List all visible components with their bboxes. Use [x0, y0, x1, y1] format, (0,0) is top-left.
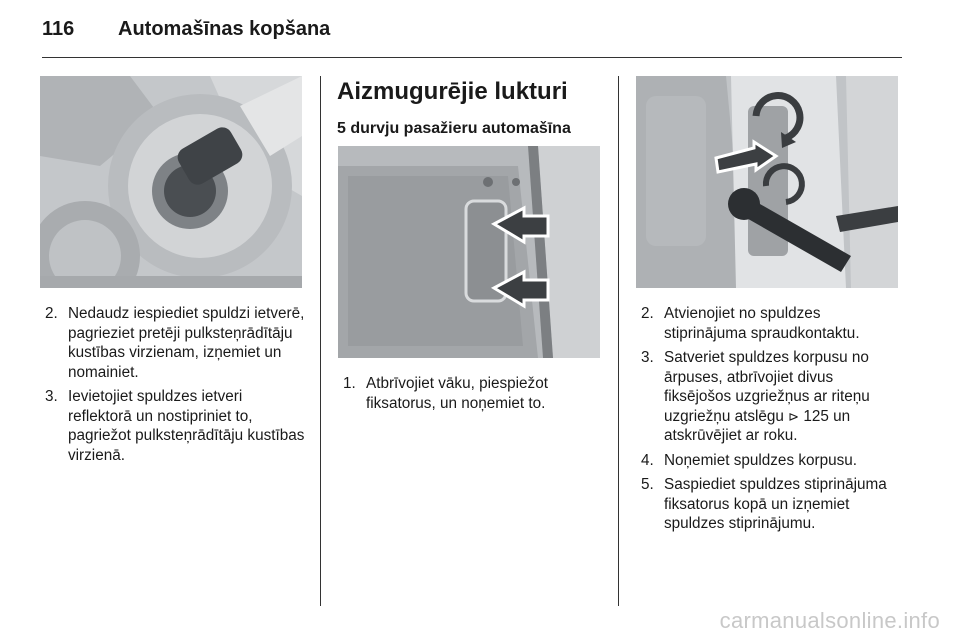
column-divider-right [618, 76, 619, 606]
step-text: Atvienojiet no spuldzes stiprinājuma spraudkontaktu. [664, 305, 860, 342]
section-subheading: 5 durvju pasažieru automašīna [337, 120, 571, 137]
list-item [638, 451, 902, 471]
column-divider-left [320, 76, 321, 606]
bulb-socket-illustration [40, 76, 302, 288]
step-text-continued: un atskrūvējiet ar roku. [664, 407, 851, 444]
section-heading: Aizmugurējie lukturi [337, 78, 568, 105]
header-rule [42, 57, 902, 58]
step-number: 3. [641, 349, 654, 366]
page-reference-link[interactable]: 125 [803, 407, 829, 425]
page-number: 116 [42, 18, 75, 40]
left-steps-list [42, 304, 308, 470]
list-item [340, 374, 610, 413]
step-text: Noņemiet spuldzes korpusu. [664, 451, 858, 469]
arrow-ref-icon: ⊳ [788, 408, 800, 424]
step-number: 3. [45, 388, 58, 405]
list-item [638, 304, 902, 343]
page-header [42, 18, 330, 41]
bulb-housing-illustration [636, 76, 898, 288]
step-text: Saspiediet spuldzes stiprinājuma fiksatorus kopā un izņemiet spuldzes stiprinājumu. [664, 476, 887, 532]
step-number: 1. [343, 375, 356, 392]
step-text: Ievietojiet spuldzes ietveri reflektorā un nostipriniet to, pagriežot pulksteņrādītāju kustības virzienā. [68, 388, 305, 464]
step-number: 5. [641, 476, 654, 493]
step-text: Atbrīvojiet vāku, piespiežot fiksatorus, un noņemiet to. [366, 375, 548, 412]
light-cover-illustration [338, 146, 600, 358]
step-number: 2. [45, 305, 58, 322]
middle-steps-list [340, 374, 610, 418]
list-item [42, 304, 308, 382]
step-text: Nedaudz iespiediet spuldzi ietverē, pagrieziet pretēji pulksteņrādītāju kustības virzienam, izņemiet un nomainiet. [68, 305, 305, 381]
right-steps-list [638, 304, 902, 539]
list-item [638, 348, 902, 446]
list-item [638, 475, 902, 534]
step-number: 4. [641, 451, 654, 469]
step-text: Satveriet spuldzes korpusu no ārpuses, atbrīvojiet divus fiksējošos uzgriežņus ar riteņu uzgriežņu atslēgu [664, 349, 870, 425]
step-number: 2. [641, 305, 654, 322]
list-item [42, 387, 308, 465]
section-title: Automašīnas kopšana [118, 18, 331, 40]
watermark: carmanualsonline.info [719, 608, 940, 633]
